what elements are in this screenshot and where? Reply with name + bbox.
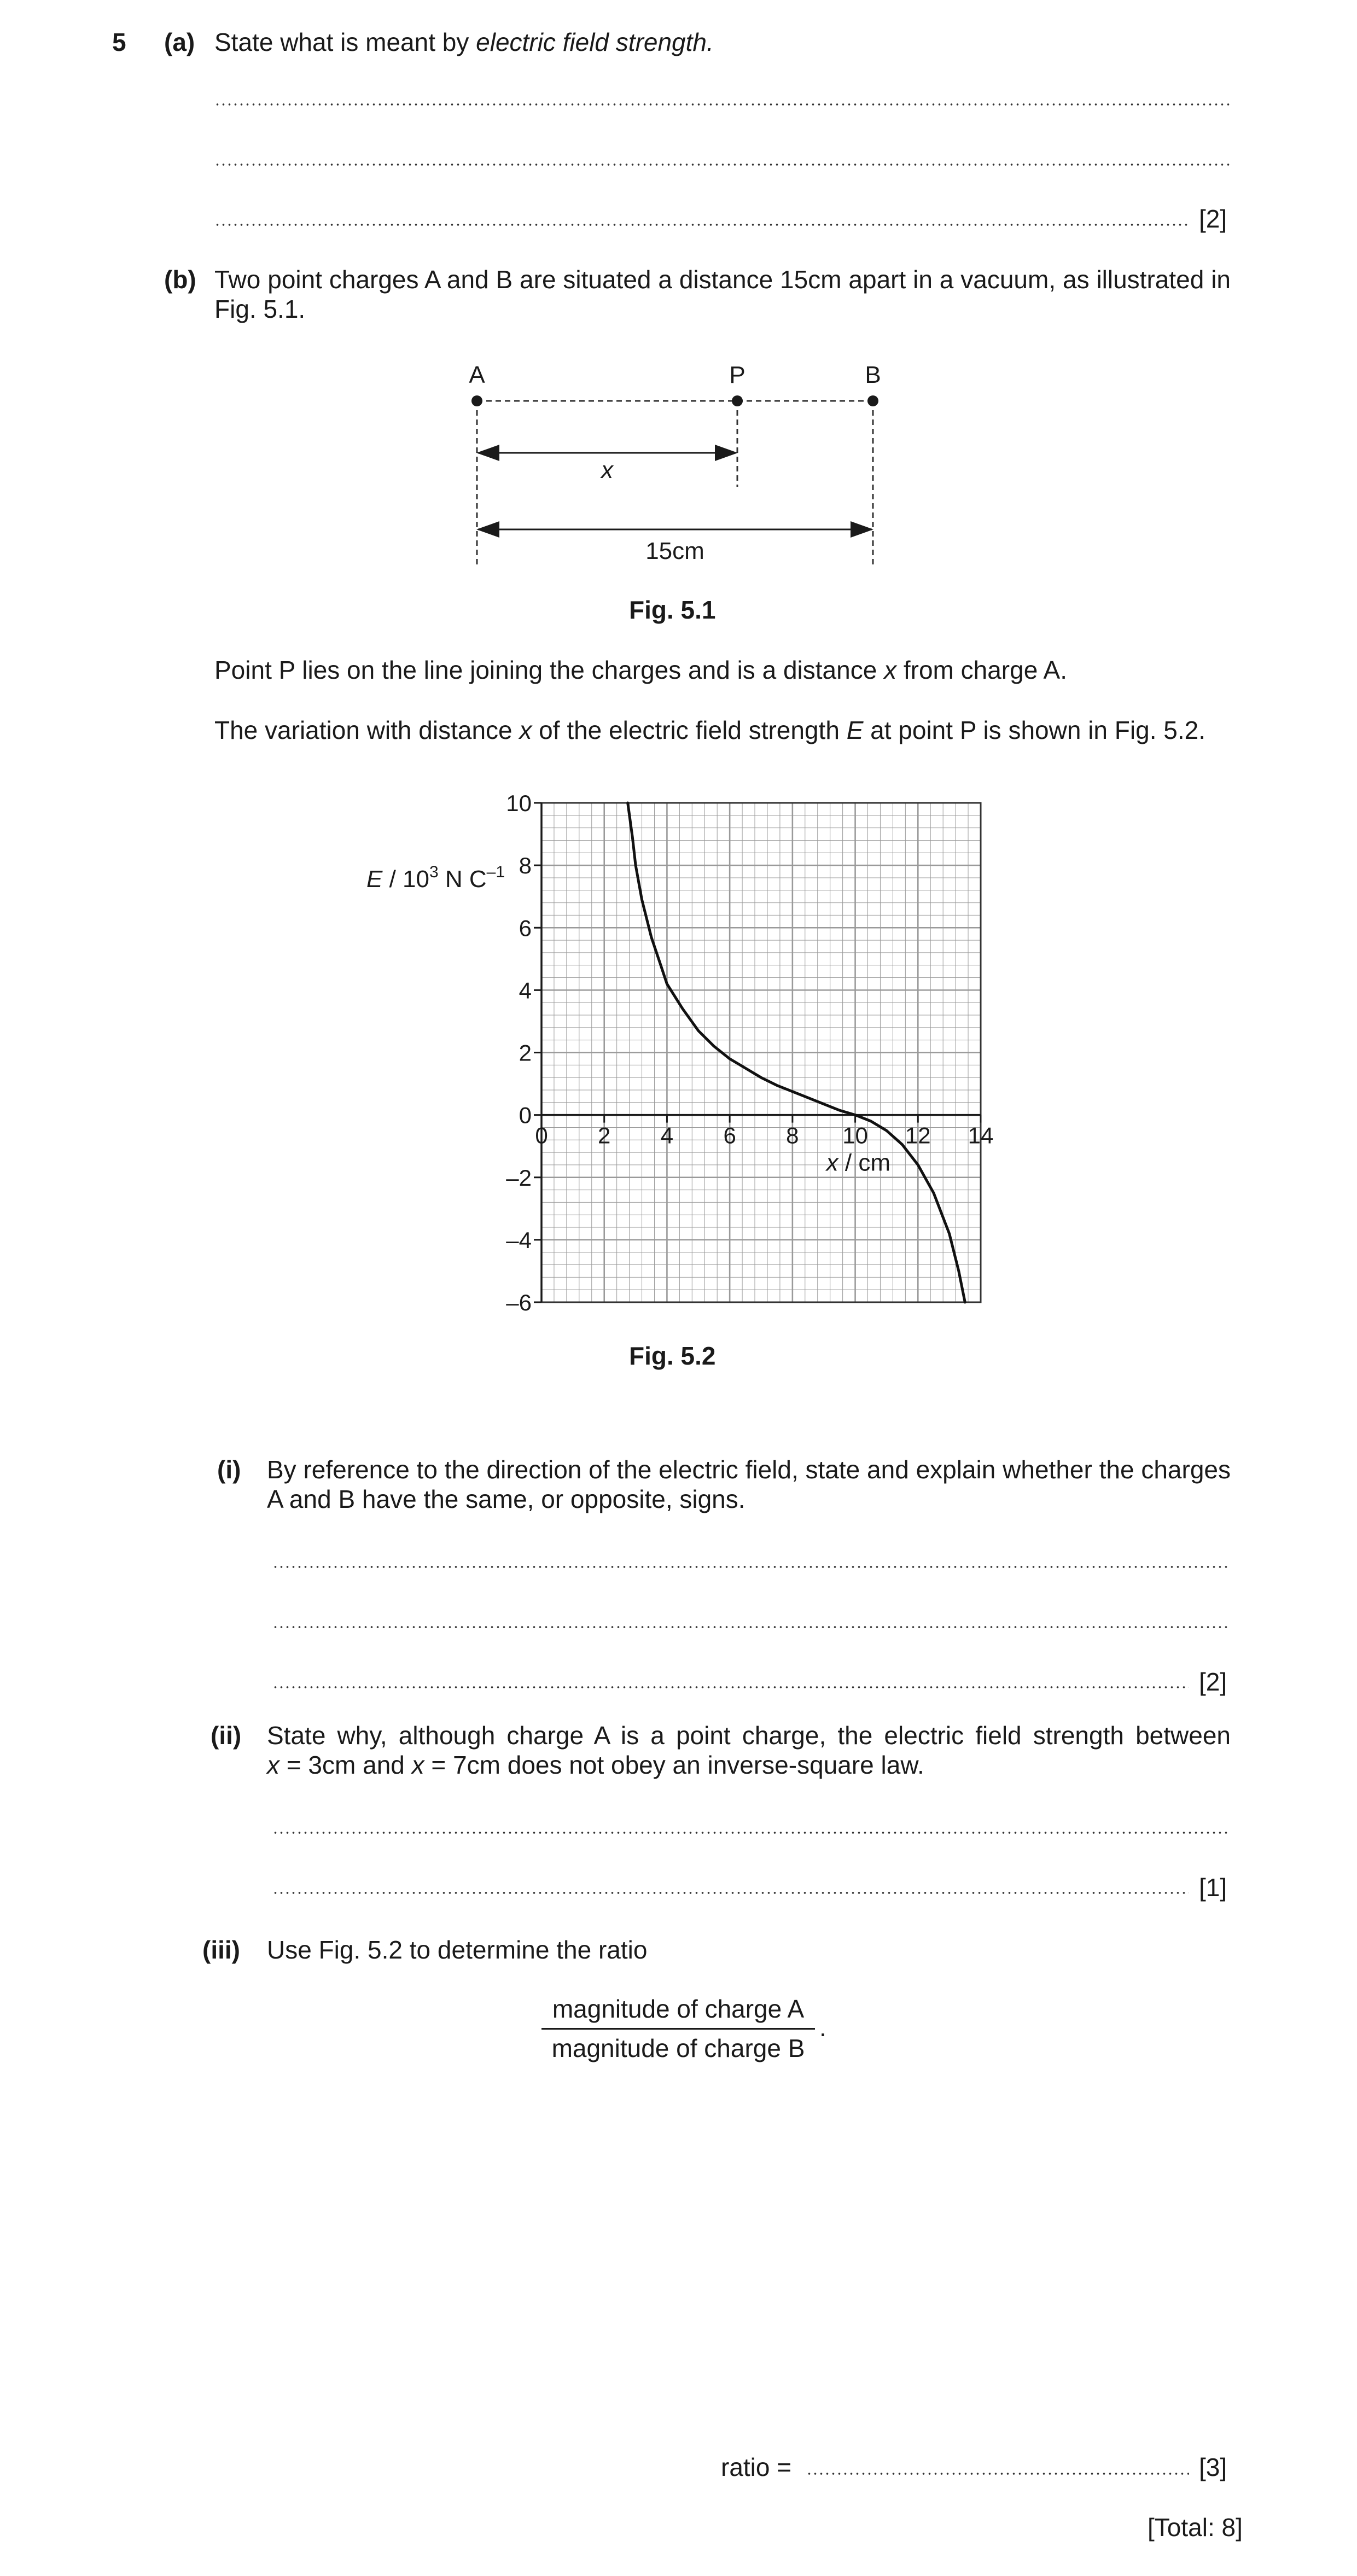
part-b-intro-line2: Fig. 5.1. [214,295,306,323]
answer-line-i3[interactable] [272,1686,1189,1689]
sub-ii-line2: x = 3cm and x = 7cm does not obey an inverse-square law. [267,1751,924,1779]
marks-i: [2] [1199,1668,1227,1696]
fig-5-2-caption: Fig. 5.2 [629,1342,716,1370]
marks-iii: [3] [1199,2453,1227,2481]
fig-5-1-diagram [449,355,897,574]
x-tick-label: 8 [786,1122,799,1149]
sub-ii-line1: State why, although charge A is a point charge, the electric field strength between [267,1721,1231,1750]
x-tick-label: 4 [660,1122,674,1149]
ratio-answer-line[interactable] [806,2472,1189,2475]
fig-5-2-graph [339,777,1050,1324]
x-tick-label: 10 [842,1122,868,1149]
x-tick-label: 0 [535,1122,548,1149]
ratio-denominator: magnitude of charge B [551,2034,805,2062]
fraction-bar [541,2028,815,2030]
sub-i-label: (i) [217,1455,241,1484]
part-b-intro-line1: Two point charges A and B are situated a distance 15cm apart in a vacuum, as illustrated in [214,265,1231,294]
y-tick-label: 6 [519,915,532,941]
x-tick-label: 6 [723,1122,736,1149]
part-b-label: (b) [164,265,196,294]
label-distance-15cm: 15cm [645,538,704,564]
ratio-label: ratio = [721,2453,792,2481]
label-point-b: B [865,362,881,388]
y-tick-label: –4 [506,1227,532,1253]
answer-line-i2[interactable] [272,1625,1231,1629]
fig-5-1-caption: Fig. 5.1 [629,596,716,624]
label-point-a: A [469,362,485,388]
x-tick-label: 14 [968,1122,994,1149]
y-axis-label: E / $10^3$ N $C^{-1}$ [366,863,505,893]
sub-ii-label: (ii) [211,1721,242,1750]
fraction-period: . [819,2013,826,2042]
question-number: 5 [112,28,126,56]
ratio-numerator: magnitude of charge A [552,1995,805,2023]
total-marks: [Total: 8] [1148,2513,1243,2542]
charge-a-dot [471,395,482,406]
answer-line-ii1[interactable] [272,1831,1231,1834]
marks-ii: [1] [1199,1873,1227,1902]
sub-iii-line1: Use Fig. 5.2 to determine the ratio [267,1936,648,1964]
label-distance-x: x [601,457,613,483]
y-tick-label: 4 [519,977,532,1004]
sub-i-line2: A and B have the same, or opposite, signs. [267,1485,746,1513]
y-tick-label: –6 [506,1290,532,1315]
x-tick-label: 2 [598,1122,611,1149]
answer-line-a1[interactable] [214,103,1231,106]
part-a-question: State what is meant by electric field strength. [214,28,714,56]
y-tick-label: 8 [519,853,532,879]
x-axis-label: x / cm [826,1149,890,1176]
point-p-dot [732,395,743,406]
y-tick-label: 2 [519,1040,532,1066]
answer-line-a3[interactable] [214,223,1188,226]
y-tick-label: 10 [506,790,532,816]
sub-iii-label: (iii) [202,1936,240,1964]
marks-a: [2] [1199,205,1227,233]
answer-line-a2[interactable] [214,163,1231,166]
part-a-label: (a) [164,28,195,56]
answer-line-ii2[interactable] [272,1891,1189,1895]
answer-line-i1[interactable] [272,1565,1231,1569]
point-p-description: Point P lies on the line joining the charges and is a distance x from charge A. [214,656,1067,684]
x-tick-label: 12 [905,1122,931,1149]
variation-description: The variation with distance x of the electric field strength E at point P is shown in Fig. 5.2. [214,716,1205,744]
y-tick-label: 0 [519,1102,532,1128]
charge-b-dot [867,395,878,406]
y-tick-label: –2 [506,1164,532,1191]
label-point-p: P [729,362,746,388]
sub-i-line1: By reference to the direction of the electric field, state and explain whether the charges [267,1455,1231,1484]
